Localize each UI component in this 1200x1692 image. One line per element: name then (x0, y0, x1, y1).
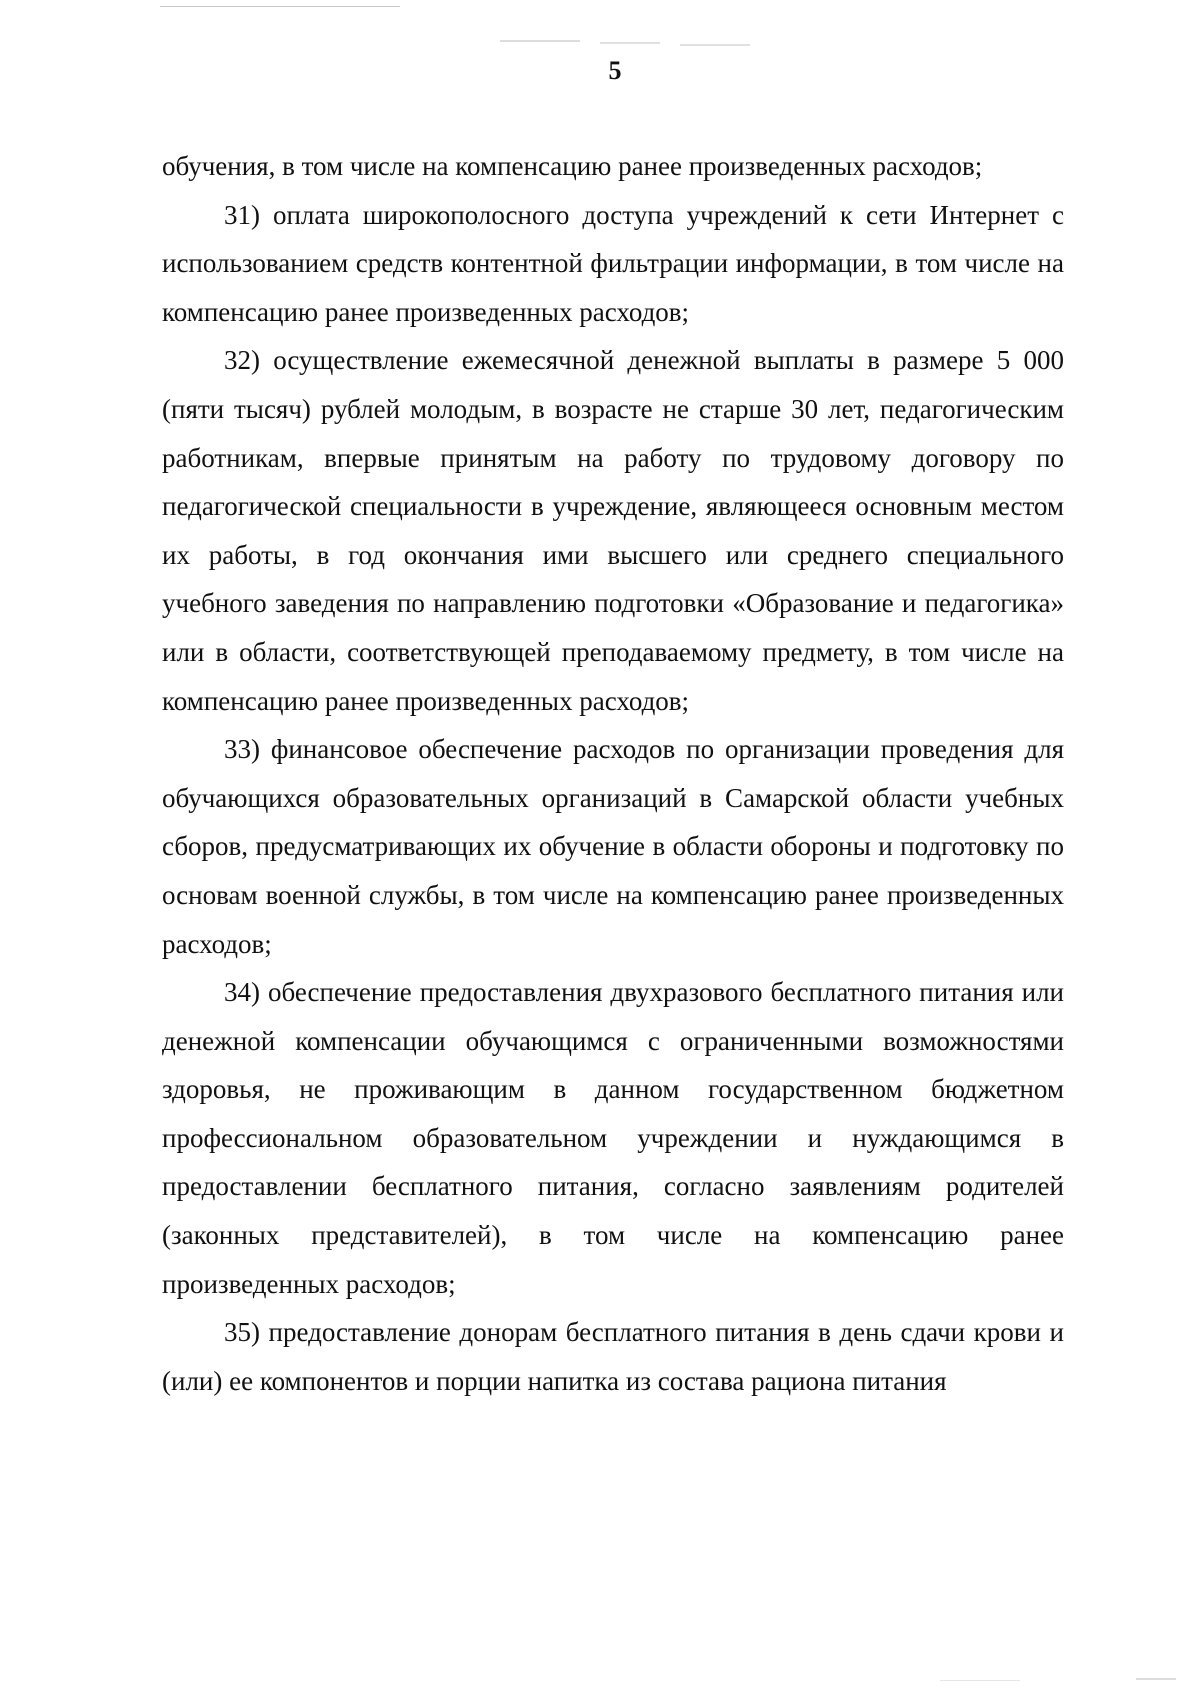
paragraph-item-32: 32) осуществление ежемесячной денежной выплаты в размере 5 000 (пяти тысяч) рублей молодым, в возрасте не старше 30 лет, педагогическим работникам, впервые принятым на работу по трудовому договору по педагогической специальности в учреждение, являющееся основным местом их работы, в год окончания ими высшего или среднего специального учебного заведения по направлению подготовки «Образование и педагогика» или в области, соответствующей преподаваемому предмету, в том числе на компенсацию ранее произведенных расходов; (162, 345, 1064, 716)
scan-artifact-smudge (680, 44, 750, 46)
paragraph-item-34: 34) обеспечение предоставления двухразового бесплатного питания или денежной компенсации обучающимся с ограниченными возможностями здоровья, не проживающим в данном государственном бюджетном профессиональном образовательном учреждении и нуждающимся в предоставлении бесплатного питания, согласно заявлениям родителей (законных представителей), в том числе на компенсацию ранее произведенных расходов; (162, 977, 1064, 1299)
scan-artifact-line (940, 1680, 1020, 1681)
page-number: 5 (608, 56, 622, 85)
scan-artifact-smudge (600, 42, 660, 44)
paragraph-item-33: 33) финансовое обеспечение расходов по организации проведения для обучающихся образовательных организаций в Самарской области учебных сборов, предусматривающих их обучение в области обороны и подготовку по основам военной службы, в том числе на компенсацию ранее произведенных расходов; (162, 734, 1064, 959)
scan-artifact-line (160, 6, 400, 7)
scan-artifact-smudge (500, 40, 580, 42)
scan-artifact-line (1136, 1678, 1176, 1680)
document-body (162, 142, 1064, 1405)
paragraph-item-35: 35) предоставление донорам бесплатного питания в день сдачи крови и (или) ее компонентов и порции напитка из состава рациона питания (162, 1317, 1064, 1396)
paragraph-continuation: обучения, в том числе на компенсацию ранее произведенных расходов; (162, 151, 983, 181)
paragraph-item-31: 31) оплата широкополосного доступа учреждений к сети Интернет с использованием средств контентной фильтрации информации, в том числе на компенсацию ранее произведенных расходов; (162, 199, 1064, 327)
